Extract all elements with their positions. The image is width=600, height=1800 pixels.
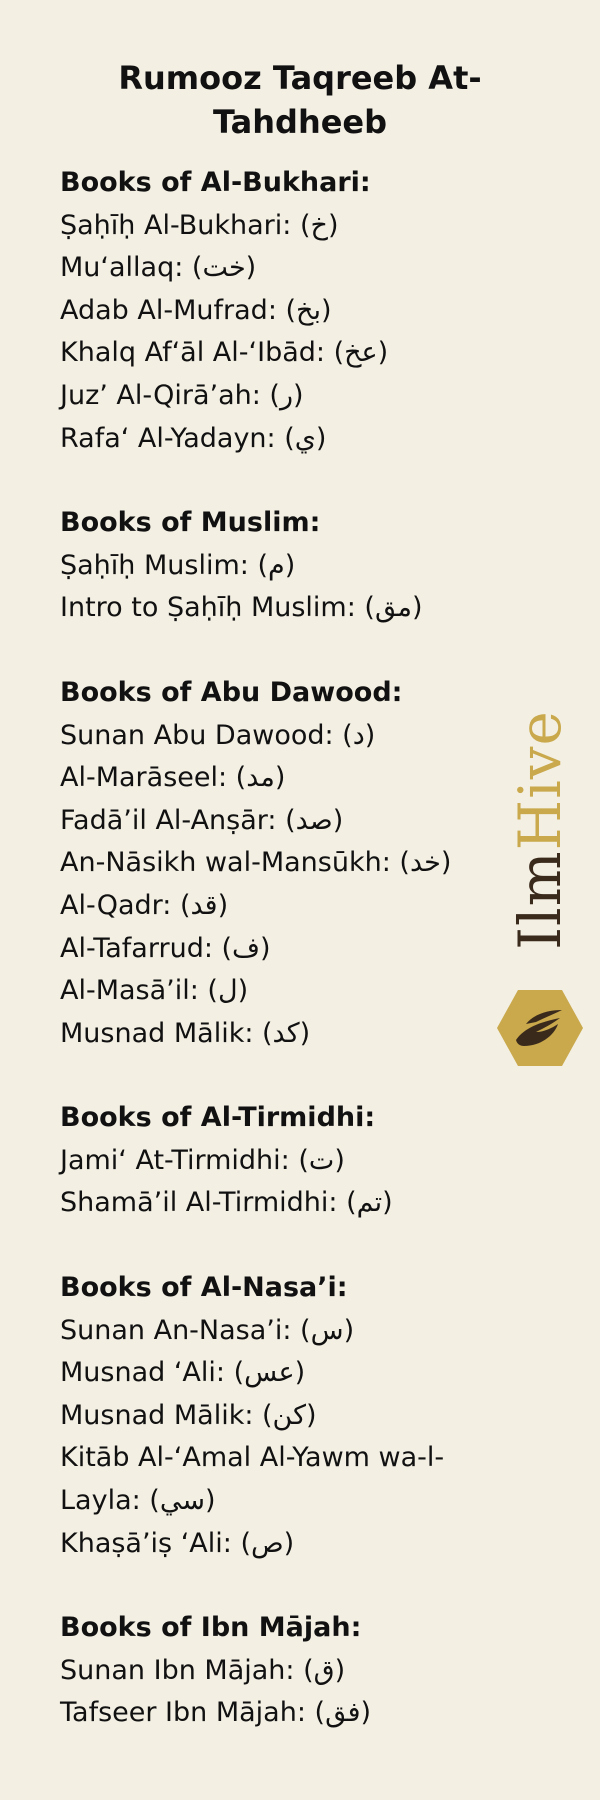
list-item: Khaṣā’iṣ ‘Ali: (ص) xyxy=(60,1527,295,1559)
list-item: Sunan An-Nasa’i: (س) xyxy=(60,1314,355,1346)
list-item: Fadā’il Al-Anṣār: (صد) xyxy=(60,804,344,836)
list-item: Musnad ‘Ali: (عس) xyxy=(60,1357,306,1389)
list-item: Ṣaḥīḥ Al-Bukhari: (خ) xyxy=(60,209,339,241)
section-bukhari xyxy=(60,162,510,460)
section-heading: Books of Al-Bukhari: xyxy=(60,167,371,198)
list-item: Musnad Mālik: (كد) xyxy=(60,1017,311,1049)
list-item: Khalq Af‘āl Al-‘Ibād: (عخ) xyxy=(60,337,389,369)
section-abu-dawood xyxy=(60,672,510,1055)
list-item: Intro to Ṣaḥīḥ Muslim: (مق) xyxy=(60,592,423,624)
section-heading: Books of Abu Dawood: xyxy=(60,676,403,708)
list-item: Musnad Mālik: (كن) xyxy=(60,1399,317,1431)
book-list xyxy=(60,162,510,1777)
list-item: Sunan Abu Dawood: (د) xyxy=(60,719,376,751)
hexagon-quill-icon xyxy=(496,988,584,1068)
section-ibn-majah xyxy=(60,1607,510,1735)
list-item: Al-Masā’il: (ل) xyxy=(60,975,249,1007)
brand-wordmark-hive: Hive xyxy=(506,710,574,851)
section-heading: Books of Muslim: xyxy=(60,507,321,539)
list-item: Tafseer Ibn Mājah: (فق) xyxy=(60,1697,372,1729)
list-item: Kitāb Al-‘Amal Al-Yawm wa-l-Layla: (سي) xyxy=(60,1442,445,1517)
list-item: Shamā’il Al-Tirmidhi: (تم) xyxy=(60,1187,393,1219)
brand-logo xyxy=(496,710,584,1074)
brand-wordmark-ilm: Ilm xyxy=(506,850,574,950)
section-tirmidhi xyxy=(60,1097,510,1225)
page-title: Rumooz Taqreeb At-Tahdheeb xyxy=(118,59,482,141)
list-item: Ṣaḥīḥ Muslim: (م) xyxy=(60,549,296,581)
section-heading: Books of Al-Tirmidhi: xyxy=(60,1102,376,1134)
list-item: An-Nāsikh wal-Mansūkh: (خد) xyxy=(60,847,452,879)
section-heading: Books of Al-Nasa’i: xyxy=(60,1272,348,1304)
list-item: Rafa‘ Al-Yadayn: (ي) xyxy=(60,422,327,454)
list-item: Al-Marāseel: (مد) xyxy=(60,762,286,794)
brand-wordmark xyxy=(506,710,574,950)
list-item: Sunan Ibn Mājah: (ق) xyxy=(60,1654,346,1686)
section-nasai xyxy=(60,1267,510,1565)
section-heading: Books of Ibn Mājah: xyxy=(60,1612,362,1644)
list-item: Juz’ Al-Qirā’ah: (ر) xyxy=(60,379,304,411)
list-item: Adab Al-Mufrad: (بخ) xyxy=(60,294,332,326)
list-item: Jami‘ At-Tirmidhi: (ت) xyxy=(60,1144,345,1176)
list-item: Al-Tafarrud: (ف) xyxy=(60,932,271,964)
list-item: Al-Qadr: (قد) xyxy=(60,889,229,921)
list-item: Mu‘allaq: (خت) xyxy=(60,252,257,284)
section-muslim xyxy=(60,502,510,630)
